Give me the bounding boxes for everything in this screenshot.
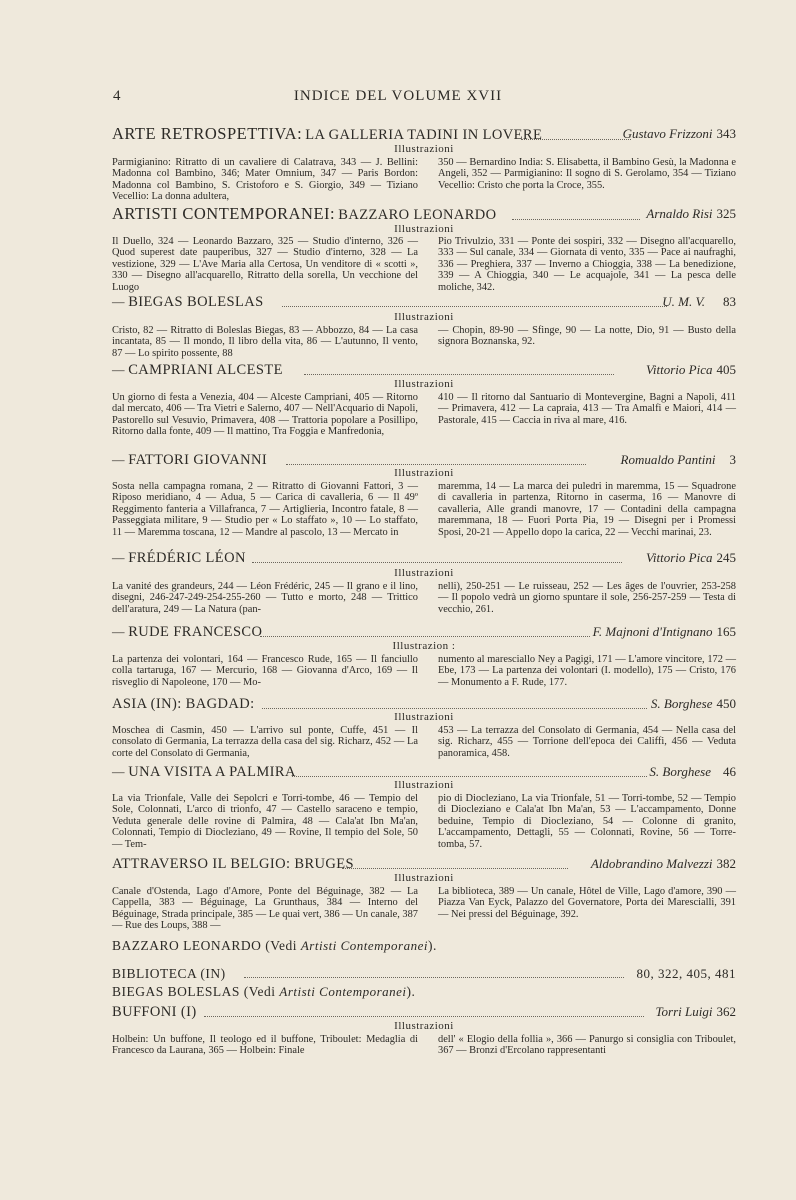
leader-dots [286,464,586,465]
illustrazioni-label: Illustrazioni [394,711,454,723]
illustrazioni-label: Illustrazioni [394,567,454,579]
leader-dots [512,219,640,220]
illustration-list-left: Un giorno di festa a Venezia, 404 — Alceste Campriani, 405 — Ritorno dal mercato, 406 — Tra Vietri e Salerno, 407 — Nell'Acquario di Napoli, Pastorello sul Vesuvio, Primavera, 408 — Trattoria popolare a Posillipo, Ritorno dalla fonte, 409 — Il mattino, Tra Foggia e Manfredonia, [112,392,418,438]
illustration-list-right: 410 — Il ritorno dal Santuario di Montevergine, Bagni a Napoli, 411 — Primavera, 412 — La capraia, 413 — Tra Amalfi e Maiori, 414 — Pastorale, 415 — Caccia in riva al mare, 416. [438,392,736,426]
entry-author: Gustavo Frizzoni 343 [622,126,736,141]
illustration-list-left: Sosta nella campagna romana, 2 — Ritratto di Giovanni Fattori, 3 — Riposo meridiano, 4 — Adua, 5 — Carica di cavalleria, 6 — Il 49º Reggimento fanteria a Villafranca, 7 — Artiglieria, Incontro fatale, 8 — Passeggiata militare, 9 — Studio per « Lo staffato », 10 — Lo staffato, 11 — Maremma toscana, 12 — Mandre al pascolo, 13 — Mercato in [112,481,418,538]
leader-dots [252,562,622,563]
leader-dots [521,139,631,140]
leader-dots [292,776,647,777]
page-number: 4 [113,88,121,104]
entry-page: 325 [716,206,736,221]
entry-author: Vittorio Pica 405 [645,362,736,377]
entry-page: 165 [716,624,736,639]
entry-title: FRÉDÉRIC LÉON [128,550,246,566]
entry-author: Vittorio Pica 245 [645,550,736,565]
entry-dash: — [112,453,126,467]
entry-page: 450 [716,696,736,711]
ref-tail: ). [428,938,437,953]
illustration-list-right: 453 — La terrazza del Consolato di Germania, 454 — Nella casa del sig. Richarz, 455 — Torrione dell'epoca dei Califfi, 456 — Veduta panoramica, 458. [438,725,736,759]
illustration-list-left: La partenza dei volontari, 164 — Francesco Rude, 165 — Il fanciullo colla tartaruga, 167 — Mercurio, 168 — Giovanna d'Arco, 169 — Il risveglio di Napoleone, 170 — Mo- [112,654,418,688]
illustration-list-left: Canale d'Ostenda, Lago d'Amore, Ponte del Béguinage, 382 — La Cappella, 383 — Béguinage, La Grunthaus, 384 — Interno del Béguinage, Strada principale, 385 — Le quai vert, 386 — Un canale, 387 — Rue des Loups, 388 — [112,886,418,932]
illustration-list-right: La biblioteca, 389 — Un canale, Hôtel de Ville, Lago d'amore, 390 — Piazza Van Eyck, Palazzo del Governatore, Porta dei Marescialli, 391 — Nei pressi del Béguinage, 392. [438,886,736,920]
illustration-list-right: dell' « Elogio della follia », 366 — Panurgo si consiglia con Triboulet, 367 — Bronzi d'Ercolano rappresentanti [438,1034,736,1057]
illustration-list-left: Moschea di Casmin, 450 — L'arrivo sul ponte, Cuffe, 451 — Il consolato di Germania, La terrazza della casa del sig. Richarz, 452 — La corte del Consolato di Germania, [112,725,418,759]
entry-title: UNA VISITA A PALMIRA [128,764,296,780]
ref-text: BAZZARO LEONARDO (Vedi [112,938,297,953]
leader-dots [204,1016,644,1017]
illustrazioni-label: Illustrazion : [392,640,456,652]
illustration-list-right: — Chopin, 89-90 — Sfinge, 90 — La notte, Dio, 91 — Busto della signora Boznanska, 92. [438,325,736,348]
illustrazioni-label: Illustrazioni [394,872,454,884]
illustrazioni-label: Illustrazioni [394,378,454,390]
entry-title: BUFFONI (I) [112,1004,197,1020]
illustrazioni-label: Illustrazioni [394,143,454,155]
illustrazioni-label: Illustrazioni [394,779,454,791]
entry-page: 3 [729,452,736,467]
entry-subtitle: BAZZARO LEONARDO [338,207,497,223]
ref-italic: Artisti Contemporanei [279,984,407,999]
ref-text: BIEGAS BOLESLAS (Vedi [112,984,276,999]
entry-page: 382 [716,856,736,871]
entry-author: Aldobrandino Malvezzi 382 [590,856,736,871]
entry-dash: — [112,625,126,639]
entry-title: ASIA (IN): BAGDAD: [112,696,255,712]
entry-page: 83 [723,294,736,309]
entry-title: ARTE RETROSPETTIVA: [112,124,303,143]
illustration-list-right: 350 — Bernardino India: S. Elisabetta, il Bambino Gesù, la Madonna e Angeli, 352 — Parmigianino: Il sogno di S. Gerolamo, 354 — Tiziano Vecellio: Cristo che porta la Croce, 355. [438,157,736,191]
cross-reference [112,984,736,1000]
entry-subtitle: LA GALLERIA TADINI IN LOVERE [305,127,543,143]
ref-tail: ). [406,984,416,999]
index-entry-heading [112,696,736,712]
index-entry-heading [112,624,736,640]
illustrazioni-label: Illustrazioni [394,223,454,235]
illustration-list-right: maremma, 14 — La marca dei puledri in maremma, 15 — Squadrone di cavalleria in partenza, Ritorno in caserma, 16 — Manovre di cavalleria, Alle grandi manovre, 17 — Contadini della campagna maremmana, 18 — Fuori Porta Pia, 19 — Disegni per i Promessi Sposi, 20-21 — Appello dopo la carica, 22 — Vecchi marinai, 23. [438,481,736,538]
cross-reference [112,938,736,954]
illustration-list-left: Parmigianino: Ritratto di un cavaliere di Calatrava, 343 — J. Bellini: Madonna col Bambino, 346; Mater Omnium, 347 — Paris Bordon: Madonna col Bambino, S. Cristoforo e S. Giorgio, 349 — Tiziano Vecellio: La donna adultera, [112,157,418,203]
leader-dots [262,708,647,709]
index-entry-heading [112,294,736,310]
illustration-list-left: Il Duello, 324 — Leonardo Bazzaro, 325 — Studio d'interno, 326 — Quod superest date pauperibus, 327 — Studio d'interno, 328 — La vestizione, 329 — L'Ave Maria alla Certosa, Un venditore di « scotti », 330 — Disegno all'acquarello, Ritratto della sorella, Un vecchione del Luogo [112,236,418,293]
index-entry-heading [112,856,736,872]
illustrazioni-label: Illustrazioni [394,311,454,323]
entry-dash: — [112,551,126,565]
illustrazioni-label: Illustrazioni [394,1020,454,1032]
index-entry-heading [112,126,736,143]
entry-title: ATTRAVERSO IL BELGIO: BRUGES [112,856,355,872]
ref-page: 80, 322, 405, 481 [636,966,736,981]
illustration-list-right: Pio Trivulzio, 331 — Ponte dei sospiri, 332 — Disegno all'acquarello, 333 — Sul canale, 334 — Giornata di vento, 335 — Pace ai naufraghi, 336 — Preghiera, 337 — Inverno a Chioggia, 338 — La benedizione, 339 — A Chioggia, 340 — Le acquajole, 341 — La pesca delle moliche, 342. [438,236,736,293]
entry-page: 343 [716,126,736,141]
illustration-list-right: numento al maresciallo Ney a Pagigi, 171 — L'amore vincitore, 172 — Ebe, 173 — La partenza dei volontari (I. modello), 175 — Cristo, 176 — Monumento a F. Rude, 177. [438,654,736,688]
index-entry-heading [112,764,736,780]
entry-author: Romualdo Pantini 3 [620,452,736,467]
entry-dash: — [112,765,126,779]
page-header [0,88,796,108]
leader-dots [260,636,590,637]
illustration-list-left: Cristo, 82 — Ritratto di Boleslas Biegas, 83 — Abbozzo, 84 — La casa incantata, 85 — Il mondo, Il libro della vita, 86 — L'autunno, Il vento, 87 — Lo spirito possente, 88 [112,325,418,359]
entry-author: U. M. V. 83 [662,294,736,309]
entry-dash: — [112,295,126,309]
entry-page: 362 [716,1004,736,1019]
ref-text: BIBLIOTECA (IN) [112,966,226,981]
cross-reference [112,966,736,982]
leader-dots [342,868,568,869]
entry-title: ARTISTI CONTEMPORANEI: [112,204,336,223]
illustration-list-left: La via Trionfale, Valle dei Sepolcri e Torri-tombe, 46 — Tempio del Sole, Colonnati, L'arco di trionfo, 47 — Castello saraceno e tempio, Veduta generale delle rovine di Palmira, 48 — Cala'at Ibn Ma'an, Colonnati, Tempio di Diocleziano, 49 — Rovine, Il tempio del Sole, 50 — Tem- [112,793,418,850]
entry-title: FATTORI GIOVANNI [128,452,268,468]
illustration-list-left: Holbein: Un buffone, Il teologo ed il buffone, Triboulet: Medaglia di Francesco da Laurana, 365 — Holbein: Finale [112,1034,418,1057]
illustration-list-right: pio di Diocleziano, La via Trionfale, 51 — Torri-tombe, 52 — Tempio di Diocleziano e Cala'at Ibn Ma'an, 53 — L'accampamento, Donne beduine, Tempio di Diocleziano, 54 — Colonne di granito, L'accampamento, Dettagli, 55 — Colonnati, Rovine, 56 — Torre-tomba, 57. [438,793,736,850]
leader-dots [304,374,614,375]
entry-author: Torri Luigi 362 [655,1004,736,1019]
entry-author: S. Borghese 46 [649,764,736,779]
entry-page: 405 [716,362,736,377]
index-entry-heading [112,206,736,223]
index-entry-heading [112,1004,736,1020]
index-entry-heading [112,452,736,468]
entry-title: CAMPRIANI ALCESTE [128,362,283,378]
illustrazioni-label: Illustrazioni [394,467,454,479]
index-entry-heading [112,550,736,566]
entry-author: Arnaldo Risi 325 [646,206,736,221]
entry-page: 46 [723,764,736,779]
leader-dots [282,306,667,307]
entry-author: S. Borghese 450 [650,696,736,711]
running-title: INDICE DEL VOLUME XVII [293,88,503,104]
ref-italic: Artisti Contemporanei [300,938,428,953]
entry-title: BIEGAS BOLESLAS [128,294,264,310]
entry-title: RUDE FRANCESCO [128,624,263,640]
index-entry-heading [112,362,736,378]
illustration-list-left: La vanité des grandeurs, 244 — Léon Frédéric, 245 — Il grano e il lino, disegni, 246-247-249-254-255-260 — Tutto e morto, 248 — Trittico dell'aratura, 249 — La Natura (pan- [112,581,418,615]
entry-dash: — [112,363,126,377]
entry-page: 245 [716,550,736,565]
leader-dots [244,977,624,978]
illustration-list-right: nelli), 250-251 — Le ruisseau, 252 — Les âges de l'ouvrier, 253-258 — Il popolo vedrà un giorno spuntare il sole, 256-257-259 — Testa di vecchio, 261. [438,581,736,615]
entry-author: F. Majnoni d'Intignano 165 [592,624,736,639]
